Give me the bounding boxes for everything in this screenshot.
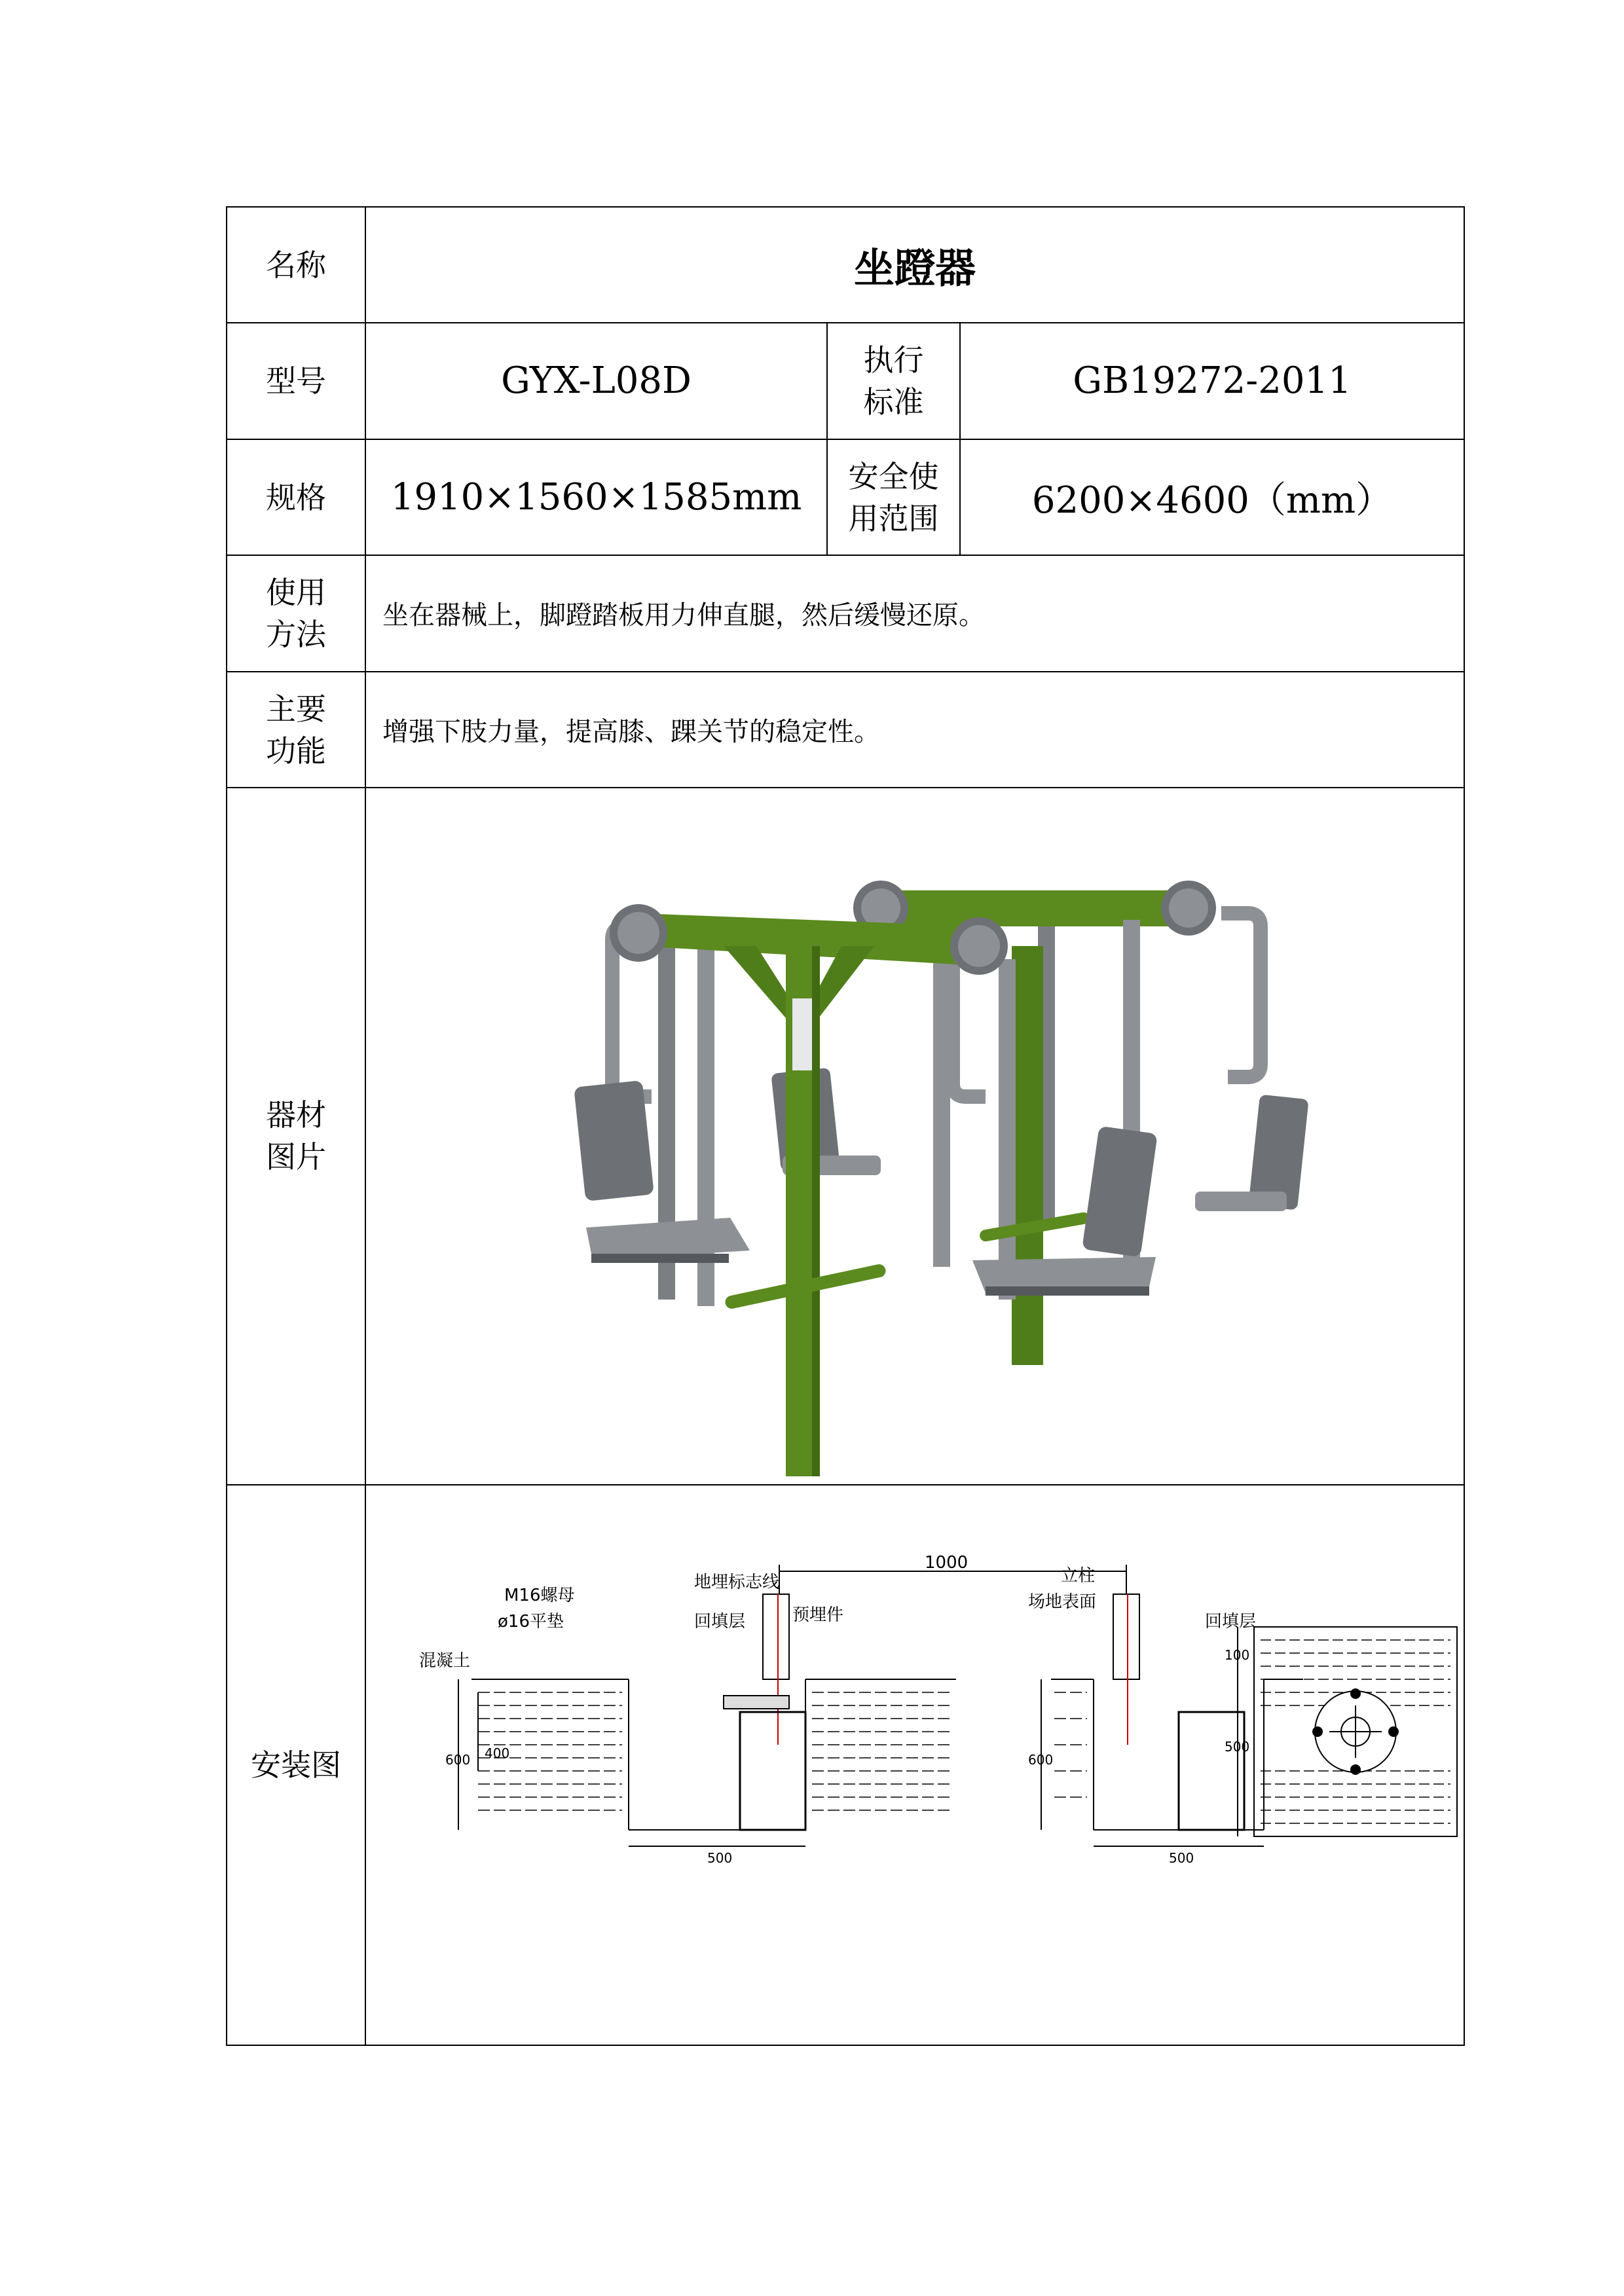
function-label: 主要功能 xyxy=(266,691,326,769)
spec-value: 1910×1560×1585mm xyxy=(390,476,802,519)
dim-right-top: 100 xyxy=(1225,1647,1250,1663)
dim-right-bottom: 500 xyxy=(1225,1739,1250,1755)
label-backfill-right: 回填层 xyxy=(1205,1612,1257,1631)
model-label: 型号 xyxy=(266,363,326,399)
spec-label: 规格 xyxy=(266,479,326,515)
label-nut: M16螺母 xyxy=(504,1586,575,1605)
label-backfill-left: 回填层 xyxy=(694,1612,746,1631)
dim-mid-height: 600 xyxy=(1028,1752,1054,1768)
usage-label: 使用方法 xyxy=(266,574,326,652)
spec-sheet-table xyxy=(226,206,1465,2046)
standard-label: 执行标准 xyxy=(863,342,924,420)
install-label: 安装图 xyxy=(251,1747,341,1783)
dim-left-total: 600 xyxy=(445,1752,471,1768)
label-post: 立柱 xyxy=(1061,1566,1096,1586)
dim-left-inner: 400 xyxy=(485,1745,510,1761)
standard-value: GB19272-2011 xyxy=(1073,359,1352,402)
product-name: 坐蹬器 xyxy=(853,244,976,292)
equipment-illustration xyxy=(566,867,1588,1483)
label-site-surface: 场地表面 xyxy=(1028,1592,1097,1612)
function-value: 增强下肢力量，提高膝、踝关节的稳定性。 xyxy=(382,717,880,747)
dim-left-width: 500 xyxy=(707,1850,733,1866)
label-washer: ø16平垫 xyxy=(498,1612,564,1631)
label-concrete: 混凝土 xyxy=(419,1651,471,1671)
installation-drawing xyxy=(367,1555,1460,1961)
model-value: GYX-L08D xyxy=(501,359,692,402)
photo-label: 器材图片 xyxy=(266,1097,326,1175)
dim-top: 1000 xyxy=(925,1555,969,1573)
label-embedded: 预埋件 xyxy=(792,1605,844,1625)
dim-mid-width: 500 xyxy=(1169,1850,1194,1866)
safe-area-label: 安全使用范围 xyxy=(848,458,939,536)
usage-value: 坐在器械上，脚蹬踏板用力伸直腿，然后缓慢还原。 xyxy=(382,600,985,630)
label-ground-mark: 地埋标志线 xyxy=(694,1573,780,1592)
safe-area-value: 6200×4600（mm） xyxy=(1031,479,1393,522)
name-label: 名称 xyxy=(266,247,326,283)
